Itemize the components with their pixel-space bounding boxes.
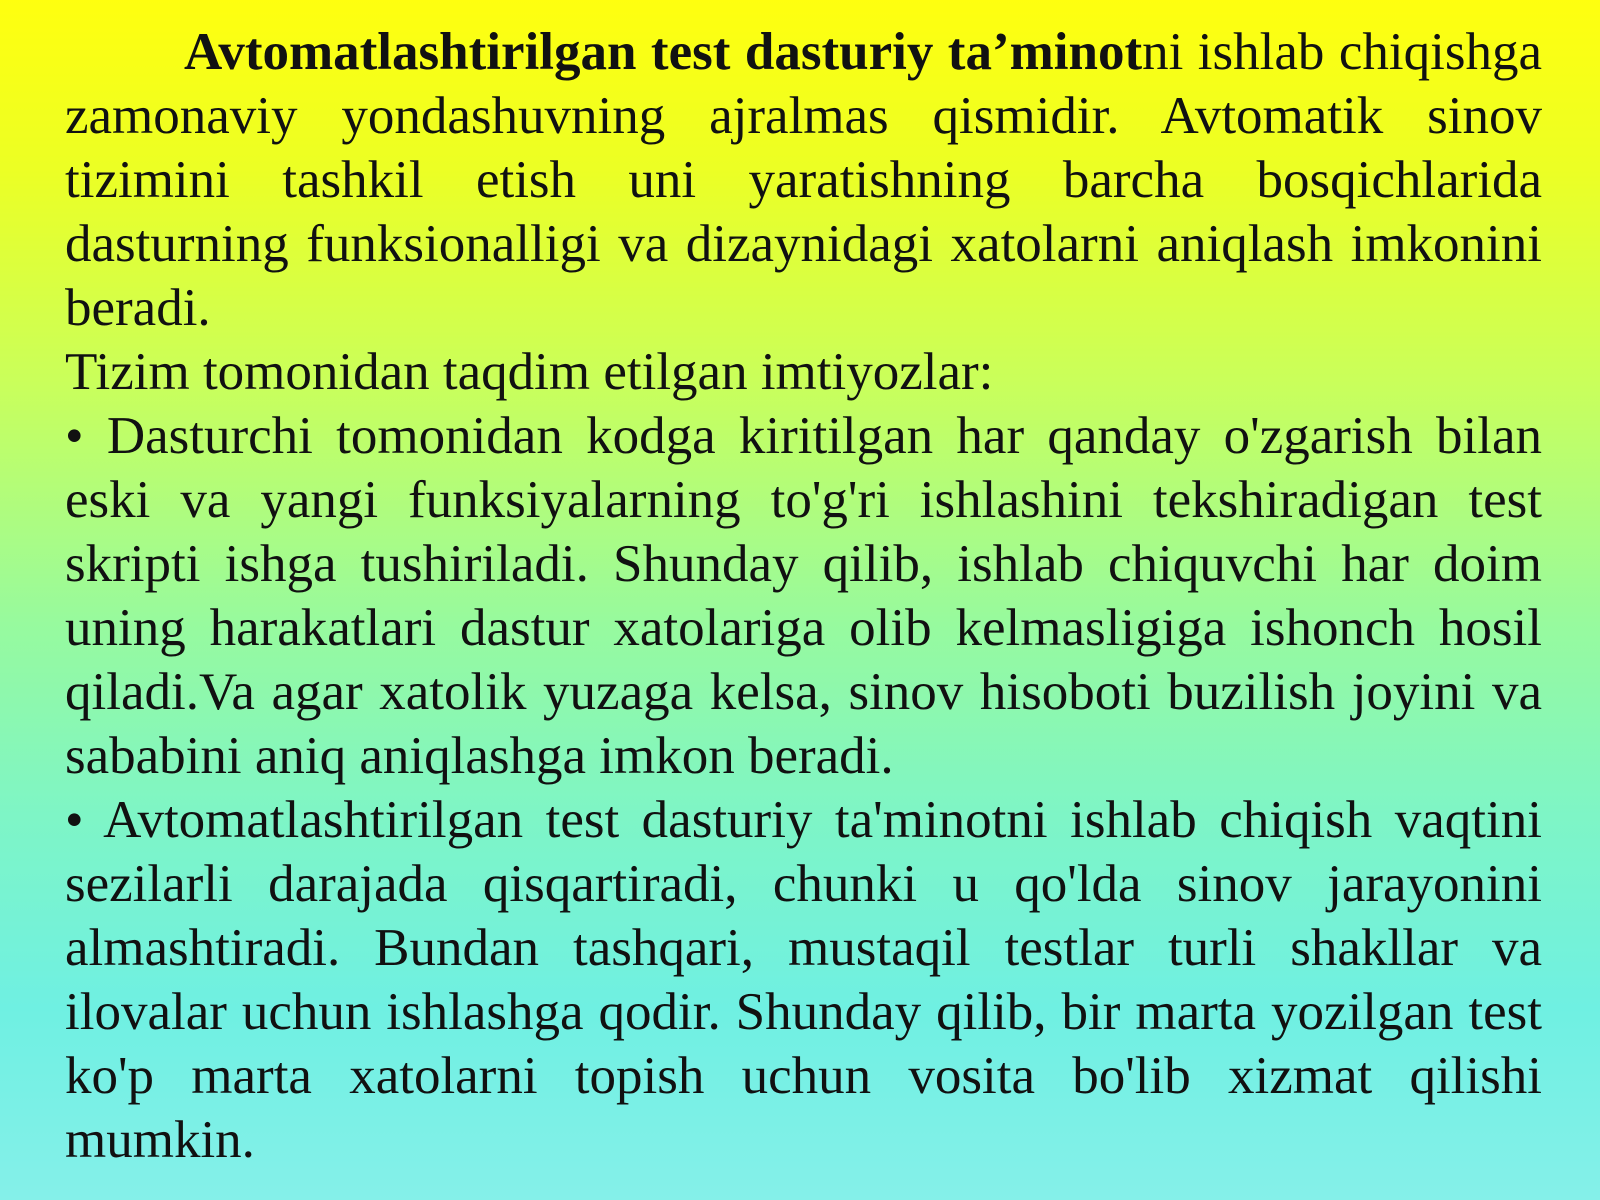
body-text [65,20,1542,1172]
slide-content [65,20,1542,1190]
bullet-item-2: • Avtomatlashtirilgan test dasturiy ta'minotni ishlab chiqish vaqtini sezilarli darajada qisqartiradi, chunki u qo'lda sinov jarayonini almashtiradi. Bundan tashqari, mustaqil testlar turli shakllar va ilovalar uchun ishlashga qodir. Shunday qilib, bir marta yozilgan test ko'p marta xatolarni topish uchun vosita bo'lib xizmat qilishi mumkin. [65,791,1542,1169]
intro-text: ni ishlab chiqishga zamonaviy yondashuvning ajralmas qismidir. Avtomatik sinov tizimini tashkil etish uni yaratishning barcha bosqichlarida dasturning funksionalligi va dizaynidagi xatolarni aniqlash imkonini beradi. [65,23,1542,337]
benefits-heading: Tizim tomonidan taqdim etilgan imtiyozlar: [65,343,994,401]
intro-paragraph [65,20,1542,340]
bullet-item-1: • Dasturchi tomonidan kodga kiritilgan har qanday o'zgarish bilan eski va yangi funksiyalarning to'g'ri ishlashini tekshiradigan test skripti ishga tushiriladi. Shunday qilib, ishlab chiquvchi har doim uning harakatlari dastur xatolariga olib kelmasligiga ishonch hosil qiladi.Va agar xatolik yuzaga kelsa, sinov hisoboti buzilish joyini va sababini aniq aniqlashga imkon beradi. [65,407,1542,785]
intro-bold-term: Avtomatlashtirilgan test dasturiy ta’minot [184,23,1143,81]
